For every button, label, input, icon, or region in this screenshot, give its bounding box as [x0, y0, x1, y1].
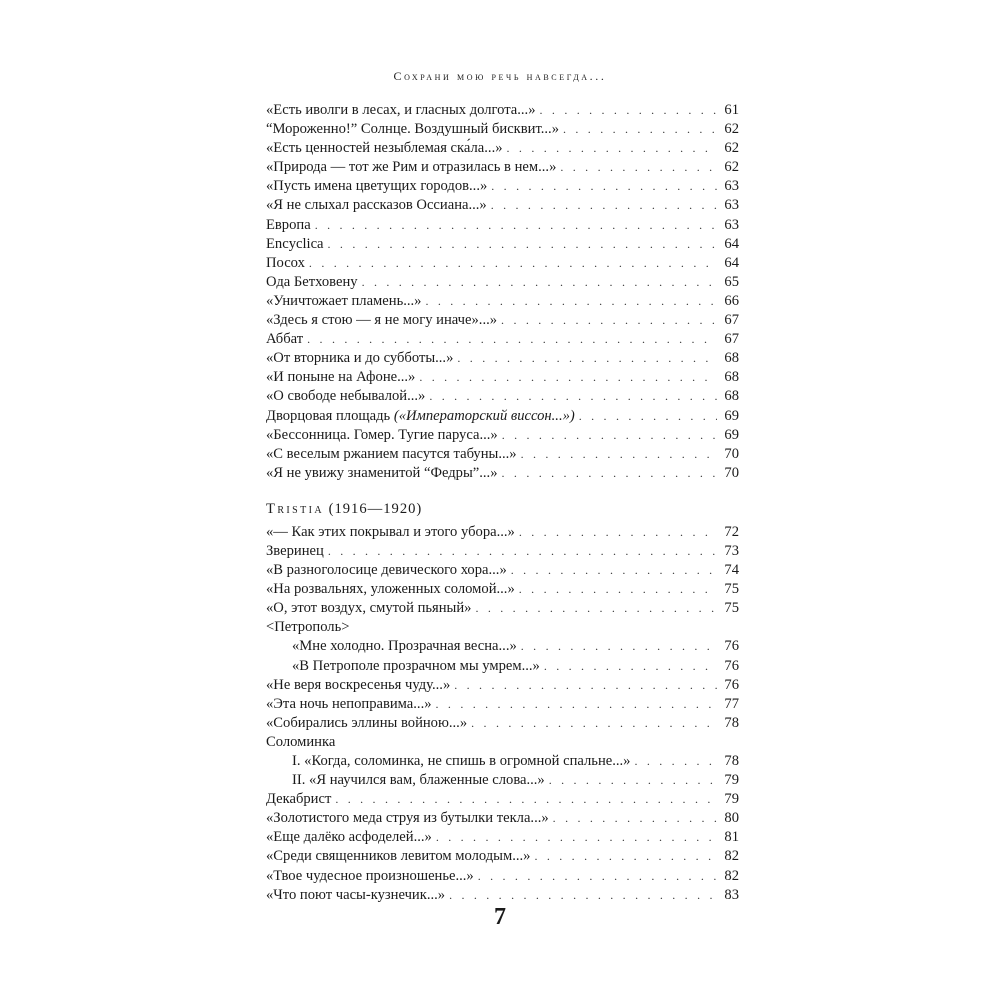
toc-entry-page: 77	[724, 695, 739, 712]
dot-leader	[553, 809, 717, 828]
toc-entry-page: 75	[724, 581, 739, 598]
toc-entry-title	[266, 387, 425, 406]
toc-entry	[266, 407, 739, 426]
dot-leader	[511, 561, 717, 580]
toc-entry-title	[266, 349, 453, 368]
toc-entry-title	[266, 676, 450, 695]
toc-entry-title	[266, 695, 432, 714]
toc-entry-page: 68	[724, 388, 739, 405]
toc-entry-page: 62	[724, 121, 739, 138]
toc-entry-page: 67	[724, 312, 739, 329]
toc-entry-title-text: «Бессонница. Гомер. Тугие паруса...»	[266, 426, 498, 443]
toc-entry-title-text: «И поныне на Афоне...»	[266, 369, 416, 386]
dot-leader	[534, 847, 717, 866]
toc-entry-title-text: «Есть ценностей незыблемая ска́ла...»	[266, 140, 503, 157]
toc-entry-page: 68	[724, 350, 739, 367]
toc-entry-title	[266, 311, 497, 330]
toc-entry-page: 61	[724, 102, 739, 118]
toc-entry-title-text: «С веселым ржанием пасутся табуны...»	[266, 445, 517, 462]
toc-entry-title	[266, 426, 498, 445]
toc-entry-title-text: «От вторника и до субботы...»	[266, 350, 454, 367]
toc-entry-title-text: Декабрист	[266, 791, 332, 808]
toc-entry-page: 63	[724, 197, 739, 214]
dot-leader	[491, 177, 717, 196]
dot-leader	[328, 235, 717, 254]
dot-leader	[501, 311, 717, 330]
toc-entry	[266, 139, 739, 158]
toc-entry-title-text: Посох	[266, 254, 305, 271]
dot-leader	[362, 273, 717, 292]
toc-entry-title	[266, 445, 517, 464]
dot-leader	[309, 254, 717, 273]
toc-entry-title-text: «— Как этих покрывал и этого убора...»	[266, 523, 515, 540]
dot-leader	[335, 790, 717, 809]
dot-leader	[544, 657, 717, 676]
toc-entry-title	[266, 580, 515, 599]
dot-leader	[634, 752, 717, 771]
dot-leader	[563, 120, 717, 139]
toc-entry-title-text: “Мороженно!” Солнце. Воздушный бисквит...»	[266, 121, 559, 138]
dot-leader	[478, 867, 717, 886]
section-heading-tristia	[266, 498, 739, 520]
toc-entry	[266, 158, 739, 177]
toc-entry-page: 64	[724, 235, 739, 252]
toc-entry-title-text: «В Петрополе прозрачном мы умрем...»	[292, 657, 540, 674]
toc-section-2-part-b	[266, 676, 739, 733]
toc-entry-title	[266, 407, 575, 426]
dot-leader	[328, 542, 717, 561]
toc-entry-title	[266, 599, 471, 618]
dot-leader	[549, 771, 717, 790]
toc-entry-page: 80	[724, 810, 739, 827]
toc-entry	[266, 657, 739, 676]
toc-entry-title-text: «Твое чудесное произношенье...»	[266, 867, 474, 884]
toc-entry-title	[266, 523, 515, 542]
toc-entry-title-text: Зверинец	[266, 542, 324, 559]
toc-entry	[266, 828, 739, 847]
toc-entry-title-text: «О, этот воздух, смутой пьяный»	[266, 600, 472, 617]
dot-leader	[491, 196, 717, 215]
toc-entry-page: 70	[724, 445, 739, 462]
toc-entry-title-text: Европа	[266, 216, 311, 233]
toc-entry	[266, 254, 739, 273]
dot-leader	[454, 676, 717, 695]
toc-entry-title	[292, 752, 630, 771]
toc-entry-title-text: «В разноголосице девического хора...»	[266, 562, 507, 579]
toc-entry-title-text: «На розвальнях, уложенных соломой...»	[266, 581, 515, 598]
toc-entry-title-text: II. «Я научился вам, блаженные слова...»	[292, 772, 545, 789]
toc-entry	[266, 101, 739, 120]
dot-leader	[507, 139, 717, 158]
toc-entry-page: 73	[724, 542, 739, 559]
toc-entry-title	[266, 101, 536, 120]
toc-section-2-part-a	[266, 523, 739, 618]
toc-entry-title	[266, 196, 487, 215]
toc-entry-page: 63	[724, 178, 739, 195]
toc-entry-title-text: «Что поют часы-кузнечик...»	[266, 886, 446, 903]
dot-leader	[471, 714, 717, 733]
toc-entry-title	[292, 657, 540, 676]
toc-entry-title	[266, 158, 556, 177]
toc-entry-page: 76	[724, 676, 739, 693]
toc-entry-page: 63	[724, 216, 739, 233]
toc-entry-title	[266, 464, 498, 483]
toc-entry-page: 79	[724, 791, 739, 808]
dot-leader	[449, 886, 717, 905]
toc-entry-page: 74	[724, 562, 739, 579]
page-number: 7	[494, 904, 506, 930]
toc-entry-title	[266, 867, 474, 886]
toc-entry-title-text: Ода Бетховену	[266, 273, 358, 290]
dot-leader	[519, 523, 717, 542]
toc-entry-page: 78	[724, 753, 739, 769]
toc-entry-page: 62	[724, 159, 739, 176]
toc-entry-title-text: «Собирались эллины войною...»	[266, 714, 468, 731]
toc-entry-page: 69	[724, 407, 739, 424]
toc-group-title-solominka: Соломинка	[266, 733, 336, 750]
toc-entry-page: 66	[724, 292, 739, 309]
toc-entry	[266, 445, 739, 464]
dot-leader	[502, 464, 717, 483]
dot-leader	[419, 368, 717, 387]
toc-entry	[266, 599, 739, 618]
toc-group-title-petropol: <Петрополь>	[266, 619, 350, 636]
toc-entry-page: 75	[724, 600, 739, 617]
toc-entry	[266, 426, 739, 445]
dot-leader	[457, 349, 717, 368]
toc-entry	[266, 580, 739, 599]
toc-entry-page: 76	[724, 638, 739, 655]
toc-entry-title-text: I. «Когда, соломинка, не спишь в огромной спальне...»	[292, 753, 631, 769]
dot-leader	[475, 599, 717, 618]
toc-entry-subtitle: («Императорский виссон...»)	[393, 407, 575, 424]
toc-entry-title	[266, 292, 421, 311]
toc-entry-page: 82	[724, 848, 739, 865]
toc-group-petropol	[266, 637, 739, 675]
toc-entry	[266, 120, 739, 139]
toc-entry	[266, 637, 739, 656]
toc-section-1	[266, 101, 739, 483]
toc-entry	[266, 867, 739, 886]
toc-entry-page: 72	[724, 523, 739, 540]
toc-entry	[266, 809, 739, 828]
toc-entry-title-text: Дворцовая площадь	[266, 407, 394, 424]
toc-entry-title-text: «Природа — тот же Рим и отразилась в нем...»	[266, 159, 557, 176]
toc-entry-page: 81	[724, 829, 739, 846]
toc-entry-page: 67	[724, 331, 739, 348]
toc-entry-title-text: Encyclica	[266, 235, 324, 252]
dot-leader	[425, 292, 717, 311]
toc-entry-page: 62	[724, 140, 739, 157]
toc-entry-title-text: Аббат	[266, 331, 304, 348]
dot-leader	[521, 637, 717, 656]
toc-entry	[266, 311, 739, 330]
toc-entry	[266, 714, 739, 733]
toc-entry-page: 79	[724, 772, 739, 789]
running-head: Сохрани мою речь навсегда...	[393, 69, 607, 83]
toc-entry	[266, 847, 739, 866]
toc-entry-title	[292, 771, 545, 790]
toc-entry-title	[266, 177, 487, 196]
toc-entry	[266, 235, 739, 254]
toc-entry	[266, 330, 739, 349]
toc-entry	[266, 523, 739, 542]
toc-entry-title	[266, 561, 507, 580]
toc-entry-title-text: «Я не слыхал рассказов Оссиана...»	[266, 197, 487, 214]
toc-entry-title	[266, 330, 303, 349]
dot-leader	[315, 216, 717, 235]
toc-group-solominka	[266, 752, 739, 790]
toc-entry-title-text: «О свободе небывалой...»	[266, 388, 426, 405]
toc-entry-title	[266, 828, 432, 847]
dot-leader	[307, 330, 717, 349]
dot-leader	[436, 695, 717, 714]
toc-entry-title-text: «Я не увижу знаменитой “Федры”...»	[266, 464, 498, 481]
toc-entry	[266, 886, 739, 905]
toc-entry-title	[266, 847, 530, 866]
toc-entry-title	[266, 235, 324, 254]
dot-leader	[502, 426, 717, 445]
dot-leader	[519, 580, 717, 599]
toc-entry-title	[292, 637, 517, 656]
toc-entry-page: 69	[724, 426, 739, 443]
toc-entry-title	[266, 809, 549, 828]
toc-entry	[266, 196, 739, 215]
toc-entry-page: 76	[724, 657, 739, 674]
toc-entry-title	[266, 714, 467, 733]
toc-entry-title	[266, 886, 445, 905]
toc-entry-page: 83	[724, 886, 739, 903]
dot-leader	[579, 407, 717, 426]
toc-entry	[266, 177, 739, 196]
toc-entry	[266, 695, 739, 714]
toc-entry-title	[266, 254, 305, 273]
toc-entry-page: 70	[724, 464, 739, 481]
toc-entry	[266, 790, 739, 809]
dot-leader	[540, 101, 717, 120]
toc-entry-title	[266, 273, 358, 292]
toc-entry-title-text: «Золотистого меда струя из бутылки текла...»	[266, 810, 549, 827]
toc-entry-title-text: «Не веря воскресенья чуду...»	[266, 676, 451, 693]
toc-section-2-part-c	[266, 790, 739, 905]
toc-entry	[266, 216, 739, 235]
toc-entry-title-text: «Еще далёко асфоделей...»	[266, 829, 432, 846]
toc-entry-title-text: «Уничтожает пламень...»	[266, 292, 422, 309]
toc-entry	[266, 349, 739, 368]
toc-entry-title-text: «Есть иволги в лесах, и гласных долгота...»	[266, 102, 536, 118]
toc-entry-title	[266, 542, 324, 561]
toc-entry-page: 82	[724, 867, 739, 884]
toc-entry	[266, 387, 739, 406]
dot-leader	[521, 445, 717, 464]
toc-entry-title-text: «Среди священников левитом молодым...»	[266, 848, 531, 865]
section-title: Tristia	[266, 500, 324, 517]
toc-entry	[266, 561, 739, 580]
toc-entry	[266, 292, 739, 311]
toc-entry-title-text: «Мне холодно. Прозрачная весна...»	[292, 638, 517, 655]
toc-entry	[266, 771, 739, 790]
toc-entry	[266, 676, 739, 695]
toc-entry-title-text: «Здесь я стою — я не могу иначе»...»	[266, 312, 498, 329]
dot-leader	[429, 387, 717, 406]
toc-entry	[266, 273, 739, 292]
toc-entry	[266, 368, 739, 387]
toc-entry-title-text: «Пусть имена цветущих городов...»	[266, 178, 488, 195]
toc-entry-page: 68	[724, 369, 739, 386]
toc-entry-title	[266, 368, 415, 387]
toc-entry-page: 64	[724, 254, 739, 271]
toc-entry	[266, 542, 739, 561]
dot-leader	[560, 158, 717, 177]
toc-entry	[266, 464, 739, 483]
toc-entry-title	[266, 790, 331, 809]
toc-entry-title	[266, 120, 559, 139]
toc-entry-title	[266, 139, 503, 158]
toc-entry-page: 78	[724, 714, 739, 731]
dot-leader	[436, 828, 717, 847]
toc-entry	[266, 752, 739, 771]
table-of-contents	[266, 101, 739, 905]
toc-entry-page: 65	[724, 273, 739, 290]
toc-entry-title	[266, 216, 311, 235]
section-years: (1916—1920)	[328, 500, 423, 517]
toc-entry-title-text: «Эта ночь непоправима...»	[266, 695, 432, 712]
